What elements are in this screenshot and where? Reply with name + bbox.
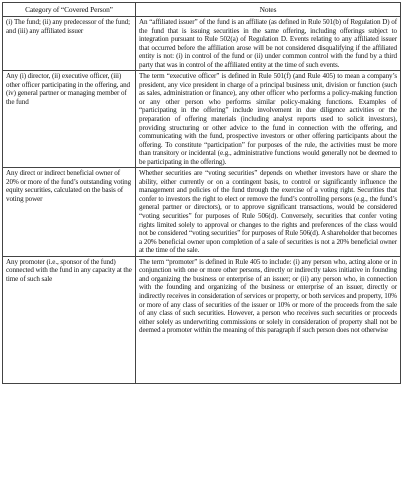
table-row [3, 168, 401, 256]
header-notes: Notes [136, 3, 401, 17]
category-cell: Any (i) director, (ii) executive officer, (iii) other officer participating in the offering, and (iv) general partner or managing member of the fund [3, 71, 136, 168]
notes-cell: The term “promoter” is defined in Rule 405 to include: (i) any person who, acting alone or in conjunction with one or more other persons, directly or indirectly takes initiative in founding and organizing the business or enterprise of an issuer; or (ii) any person who, in connection with the founding and organizing of the business or enterprise of an issuer, directly or indirectly receives in consideration of services or property, or both services and property, 10% or more of any class of securities of the issuer or 10% or more of the proceeds from the sale of any class of such securities. However, a person who receives such securities or proceeds either solely as underwriting commissions or solely in consideration of property shall not be deemed a promoter within the meaning of this paragraph if such person does not otherwise [136, 256, 401, 383]
header-category: Category of “Covered Person” [3, 3, 136, 17]
category-cell: Any direct or indirect beneficial owner of 20% or more of the fund’s outstanding voting equity securities, calculated on the basis of voting power [3, 168, 136, 256]
table-row [3, 256, 401, 383]
notes-cell: The term “executive officer” is defined in Rule 501(f) (and Rule 405) to mean a company’s president, any vice president in charge of a principal business unit, division or function (such as sales, administration or finance), any other officer who performs a policy-making function or any other person who performs similar policy-making functions. Examples of “participating in the offering” include involvement in due diligence activities or the preparation of offering materials (including analyst reports used to solicit investors), providing structuring or other advice to the fund in connection with the offering, and communicating with the fund, prospective investors or other offering participants about the offering. To constitute “participation” for purposes of the rule, the activities must be more than transitory or incidental (e.g., administrative functions would generally not be deemed to be participating in the offering). [136, 71, 401, 168]
table-row [3, 71, 401, 168]
table-header-row [3, 3, 401, 17]
category-cell: Any promoter (i.e., sponsor of the fund) connected with the fund in any capacity at the time of such sale [3, 256, 136, 383]
covered-person-table [2, 2, 401, 384]
category-cell: (i) The fund; (ii) any predecessor of the fund; and (iii) any affiliated issuer [3, 17, 136, 71]
notes-cell: An “affiliated issuer” of the fund is an affiliate (as defined in Rule 501(b) of Regulation D) of the fund that is issuing securities in the same offering, including offerings subject to integration pursuant to Rule 502(a) of Regulation D. Events relating to any affiliated issuer that occurred before the affiliation arose will be not considered disqualifying if the affiliated entity is not: (i) in control of the fund or (ii) under common control with the fund by a third party that was in control of the affiliated entity at the time of such events. [136, 17, 401, 71]
table-row [3, 17, 401, 71]
notes-cell: Whether securities are “voting securities” depends on whether investors have or share the ability, either currently or on a contingent basis, to control or significantly influence the management and policies of the fund through the exercise of a voting right. Securities that confer to investors the right to elect or remove the fund’s controlling persons (e.g., the fund’s general partner or directors), or to approve significant transactions, would be considered “voting securities” for purposes of Rule 506(d). Conversely, securities that confer voting rights limited solely to approval or changes to the rights and preferences of the class would not be considered “voting securities” for purposes of Rule 506(d). A shareholder that becomes a 20% beneficial owner upon completion of a sale of securities is not a 20% beneficial owner at the time of the sale. [136, 168, 401, 256]
